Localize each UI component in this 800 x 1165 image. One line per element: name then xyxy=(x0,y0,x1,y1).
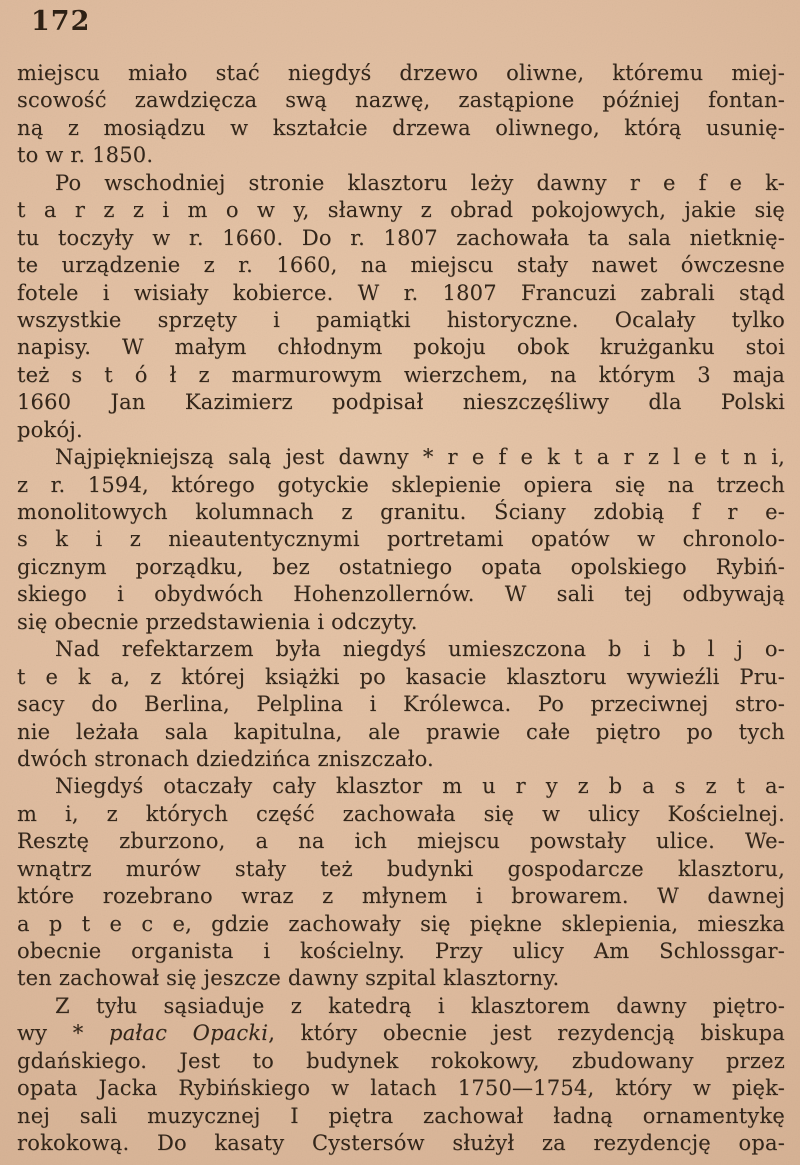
text-line: z r. 1594, którego gotyckie sklepienie opiera się na trzech xyxy=(17,472,785,497)
page-text xyxy=(17,60,785,1158)
text-segment: , który obecnie jest rezydencją biskupa xyxy=(268,1021,785,1046)
text-line: rokokową. Do kasaty Cystersów służył za rezydencję opa- xyxy=(17,1131,785,1156)
text-line: miejscu miało stać niegdyś drzewo oliwne, któremu miej- xyxy=(17,61,785,85)
text-line: obecnie organista i kościelny. Przy ulicy Am Schlossgar- xyxy=(17,939,785,963)
paragraph xyxy=(17,60,785,170)
text-line: a p t e c e, gdzie zachowały się piękne sklepienia, mieszka xyxy=(17,911,785,936)
text-line: m i, z których część zachowała się w ulicy Kościelnej. xyxy=(17,801,785,826)
text-line: Nad refektarzem była niegdyś umieszczona b i b l j o- xyxy=(55,637,785,662)
text-line: ten zachował się jeszcze dawny szpital klasztorny. xyxy=(17,966,560,991)
text-line: nie leżała sala kapitulna, ale prawie całe piętro po tych xyxy=(17,719,785,744)
text-line: t e k a, z której książki po kasacie klasztoru wywieźli Pru- xyxy=(17,664,785,689)
text-line: dwóch stronach dziedzińca zniszczało. xyxy=(17,746,434,771)
text-line: gicznym porządku, bez ostatniego opata opolskiego Rybiń- xyxy=(17,554,785,579)
text-line xyxy=(17,1020,785,1047)
text-line: to w r. 1850. xyxy=(17,143,154,168)
text-line: gdańskiego. Jest to budynek rokokowy, zbudowany przez xyxy=(17,1048,785,1073)
text-line: Niegdyś otaczały cały klasztor m u r y z b a s z t a- xyxy=(55,774,785,799)
text-line: te urządzenie z r. 1660, na miejscu stały nawet ówczesne xyxy=(17,253,785,278)
text-line: scowość zawdzięcza swą nazwę, zastąpione później fontan- xyxy=(17,88,785,113)
paragraph xyxy=(17,773,785,993)
paragraph xyxy=(17,170,785,444)
text-line: wszystkie sprzęty i pamiątki historyczne. Ocalały tylko xyxy=(17,307,785,332)
paragraph xyxy=(17,444,785,636)
paragraph xyxy=(17,636,785,773)
text-segment: wy * xyxy=(17,1021,110,1046)
text-line: opata Jacka Rybińskiego w latach 1750—1754, który w pięk- xyxy=(17,1076,785,1101)
text-line: napisy. W małym chłodnym pokoju obok krużganku stoi xyxy=(17,335,785,360)
text-line: 1660 Jan Kazimierz podpisał nieszczęśliwy dla Polski xyxy=(17,390,785,415)
text-line: tu toczyły w r. 1660. Do r. 1807 zachowała ta sala nietknię- xyxy=(17,225,785,250)
text-line: wnątrz murów stały też budynki gospodarcze klasztoru, xyxy=(17,856,785,881)
text-line: Po wschodniej stronie klasztoru leży dawny r e f e k- xyxy=(55,170,785,195)
text-line: nej sali muzycznej I piętra zachował ładną ornamentykę xyxy=(17,1103,785,1128)
italic-text: pałac Opacki xyxy=(109,1021,269,1046)
text-line: które rozebrano wraz z młynem i browarem. W dawnej xyxy=(17,884,785,909)
text-line: monolitowych kolumnach z granitu. Ściany zdobią f r e- xyxy=(17,500,785,524)
text-line: s k i z nieautentycznymi portretami opatów w chronolo- xyxy=(17,527,785,552)
page-number: 172 xyxy=(31,6,91,37)
text-line: sacy do Berlina, Pelplina i Królewca. Po przeciwnej stro- xyxy=(17,692,785,717)
text-line: Najpiękniejszą salą jest dawny * r e f e k t a r z l e t n i, xyxy=(55,445,785,470)
paragraph xyxy=(17,993,785,1158)
text-line: pokój. xyxy=(17,417,83,442)
text-line: Resztę zburzono, a na ich miejscu powstały ulice. We- xyxy=(17,829,785,854)
text-line: się obecnie przedstawienia i odczyty. xyxy=(17,609,418,634)
text-line: Z tyłu sąsiaduje z katedrą i klasztorem dawny piętro- xyxy=(55,993,785,1018)
text-line: t a r z z i m o w y, sławny z obrad pokojowych, jakie się xyxy=(17,198,785,223)
text-line: skiego i obydwóch Hohenzollernów. W sali tej odbywają xyxy=(17,582,785,607)
text-line: też s t ó ł z marmurowym wierzchem, na którym 3 maja xyxy=(17,362,785,387)
text-line: fotele i wisiały kobierce. W r. 1807 Francuzi zabrali stąd xyxy=(17,280,785,305)
text-line: ną z mosiądzu w kształcie drzewa oliwnego, którą usunię- xyxy=(17,115,785,140)
